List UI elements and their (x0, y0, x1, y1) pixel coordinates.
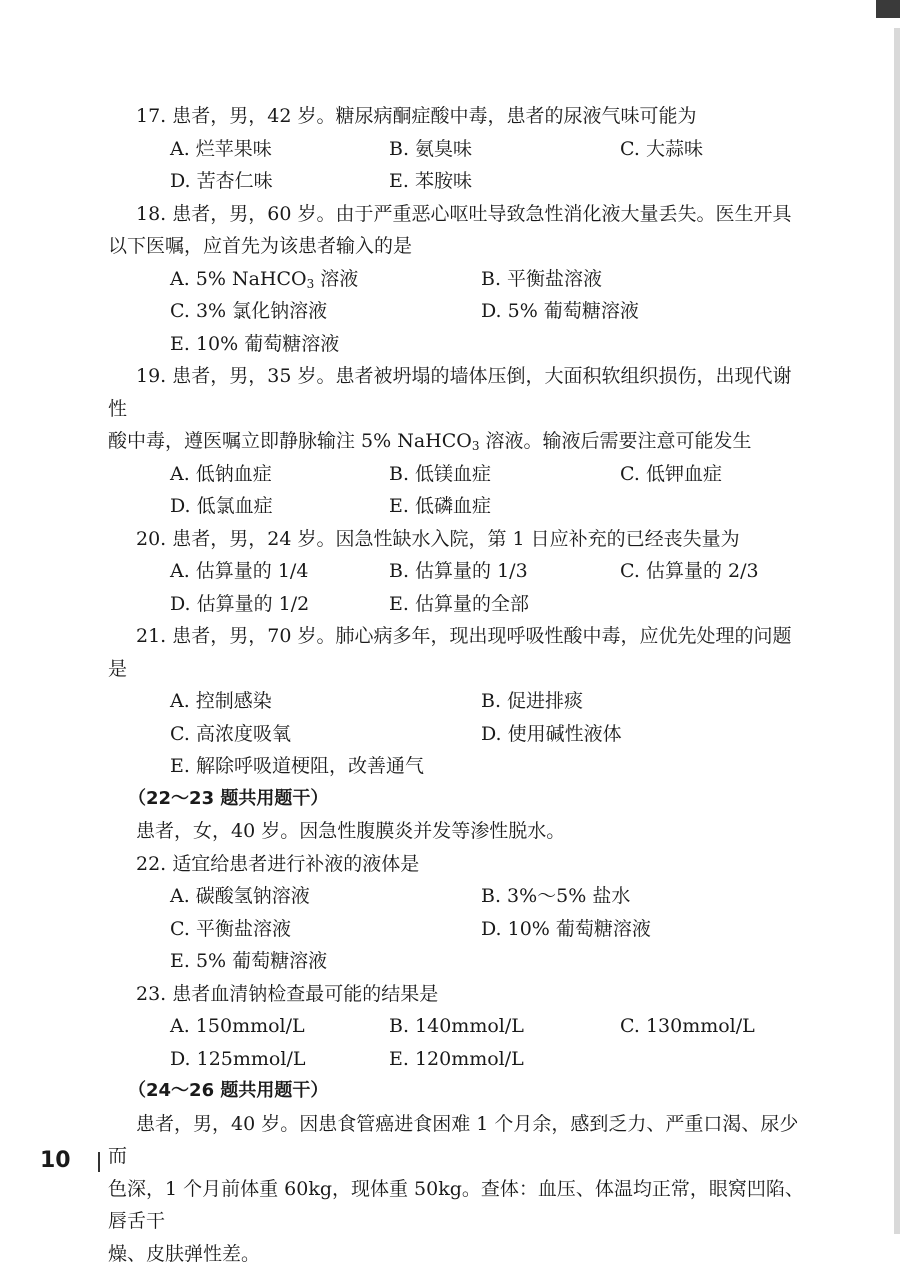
option-a-text: A. 5% NaHCO (170, 268, 307, 290)
question-22-options-row2 (170, 913, 808, 946)
group-stem-24-26-line2: 色深，1 个月前体重 60kg，现体重 50kg。查体：血压、体温均正常，眼窝凹陷、唇舌干 (108, 1173, 808, 1238)
page-number-divider (98, 1152, 100, 1172)
option-b: B. 低镁血症 (389, 458, 491, 491)
subscript: 3 (307, 277, 315, 291)
option-c: C. 130mmol/L (620, 1010, 755, 1043)
option-c: C. 大蒜味 (620, 133, 703, 166)
option-a (170, 263, 358, 296)
question-19-stem-line1: 19. 患者，男，35 岁。患者被坍塌的墙体压倒，大面积软组织损伤，出现代谢性 (108, 360, 808, 425)
option-d: D. 5% 葡萄糖溶液 (481, 295, 639, 328)
group-stem-24-26-line3: 燥、皮肤弹性差。 (108, 1238, 808, 1270)
question-17-options-row1 (170, 133, 808, 166)
question-19-options-row2 (170, 490, 808, 523)
option-c: C. 低钾血症 (620, 458, 722, 491)
option-e: E. 解除呼吸道梗阻，改善通气 (170, 750, 424, 783)
question-18-options-row2 (170, 295, 808, 328)
option-e: E. 10% 葡萄糖溶液 (170, 328, 339, 361)
question-21-options-row3 (170, 750, 808, 783)
question-22-options-row3 (170, 945, 808, 978)
option-d: D. 使用碱性液体 (481, 718, 622, 751)
question-18-options-row1 (170, 263, 808, 296)
question-23-options-row2 (170, 1043, 808, 1076)
subscript: 3 (472, 439, 480, 453)
option-e: E. 苯胺味 (389, 165, 472, 198)
group-title-24-26: （24～26 题共用题干） (108, 1075, 808, 1108)
option-e: E. 5% 葡萄糖溶液 (170, 945, 327, 978)
question-23-options-row1 (170, 1010, 808, 1043)
question-22-stem: 22. 适宜给患者进行补液的液体是 (108, 848, 808, 881)
option-d: D. 125mmol/L (170, 1043, 305, 1076)
option-d: D. 低氯血症 (170, 490, 273, 523)
option-a: A. 烂苹果味 (170, 133, 272, 166)
stem-part-a: 酸中毒，遵医嘱立即静脉输注 5% NaHCO (108, 430, 472, 452)
page-edge-bar (894, 28, 900, 1234)
option-a: A. 碳酸氢钠溶液 (170, 880, 310, 913)
question-18-stem-line2: 以下医嘱，应首先为该患者输入的是 (108, 230, 808, 263)
option-a: A. 控制感染 (170, 685, 272, 718)
question-23-stem: 23. 患者血清钠检查最可能的结果是 (108, 978, 808, 1011)
option-c: C. 平衡盐溶液 (170, 913, 291, 946)
question-20-options-row1 (170, 555, 808, 588)
question-20-stem: 20. 患者，男，24 岁。因急性缺水入院，第 1 日应补充的已经丧失量为 (108, 523, 808, 556)
option-b: B. 氨臭味 (389, 133, 472, 166)
option-a: A. 低钠血症 (170, 458, 272, 491)
question-21-stem: 21. 患者，男，70 岁。肺心病多年，现出现呼吸性酸中毒，应优先处理的问题是 (108, 620, 808, 685)
page-content (108, 100, 808, 1270)
group-stem-24-26-line1: 患者，男，40 岁。因患食管癌进食困难 1 个月余，感到乏力、严重口渴、尿少而 (108, 1108, 808, 1173)
option-b: B. 3%～5% 盐水 (481, 880, 630, 913)
question-19-stem-line2 (108, 425, 808, 458)
option-c: C. 估算量的 2/3 (620, 555, 759, 588)
question-18-stem-line1: 18. 患者，男，60 岁。由于严重恶心呕吐导致急性消化液大量丢失。医生开具 (108, 198, 808, 231)
page-number: 10 (40, 1148, 71, 1173)
option-d: D. 估算量的 1/2 (170, 588, 309, 621)
option-a-tail: 溶液 (314, 268, 358, 290)
option-d: D. 苦杏仁味 (170, 165, 273, 198)
option-e: E. 低磷血症 (389, 490, 491, 523)
group-stem-22-23: 患者，女，40 岁。因急性腹膜炎并发等渗性脱水。 (108, 815, 808, 848)
question-20-options-row2 (170, 588, 808, 621)
option-b: B. 估算量的 1/3 (389, 555, 528, 588)
corner-mark (876, 0, 900, 18)
option-c: C. 3% 氯化钠溶液 (170, 295, 327, 328)
question-18-options-row3 (170, 328, 808, 361)
option-a: A. 估算量的 1/4 (170, 555, 308, 588)
question-19-options-row1 (170, 458, 808, 491)
question-21-options-row1 (170, 685, 808, 718)
option-b: B. 140mmol/L (389, 1010, 524, 1043)
question-22-options-row1 (170, 880, 808, 913)
option-b: B. 平衡盐溶液 (481, 263, 602, 296)
question-17-stem: 17. 患者，男，42 岁。糖尿病酮症酸中毒，患者的尿液气味可能为 (108, 100, 808, 133)
option-e: E. 估算量的全部 (389, 588, 529, 621)
option-e: E. 120mmol/L (389, 1043, 524, 1076)
option-c: C. 高浓度吸氧 (170, 718, 291, 751)
group-title-22-23: （22～23 题共用题干） (108, 783, 808, 816)
option-b: B. 促进排痰 (481, 685, 583, 718)
option-a: A. 150mmol/L (170, 1010, 305, 1043)
question-21-options-row2 (170, 718, 808, 751)
option-d: D. 10% 葡萄糖溶液 (481, 913, 651, 946)
question-17-options-row2 (170, 165, 808, 198)
stem-part-b: 溶液。输液后需要注意可能发生 (480, 430, 752, 452)
